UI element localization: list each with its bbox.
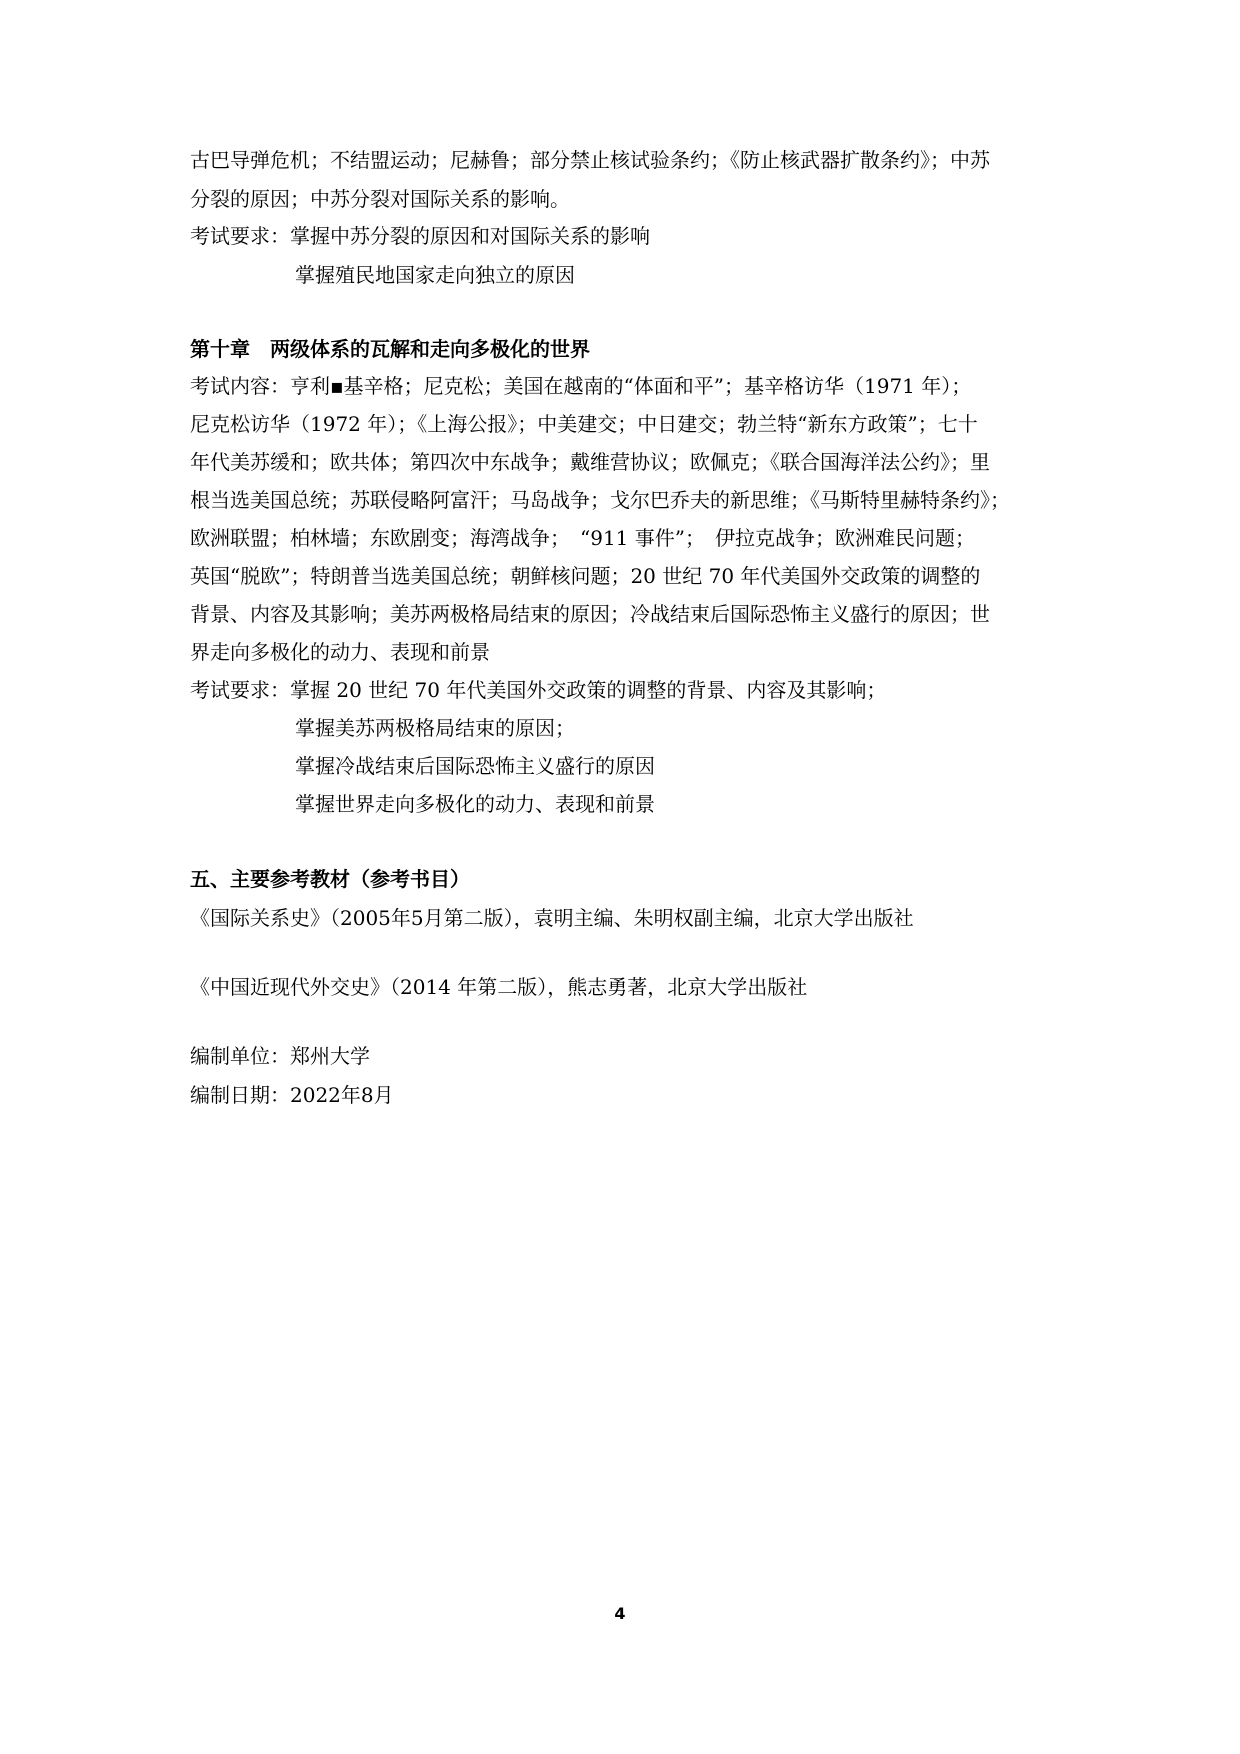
exam-requirement-line: 考试要求：掌握 20 世纪 70 年代美国外交政策的调整的背景、内容及其影响； (190, 678, 887, 702)
body-text-line: 背景、内容及其影响；美苏两极格局结束的原因；冷战结束后国际恐怖主义盛行的原因；世 (190, 602, 990, 626)
reference-item: 《国际关系史》（2005年5月第二版），袁明主编、朱明权副主编，北京大学出版社 (190, 906, 914, 930)
body-text-line: 年代美苏缓和；欧共体；第四次中东战争；戴维营协议；欧佩克；《联合国海洋法公约》；里 (190, 450, 990, 474)
body-text-line: 考试内容：亨利▪基辛格；尼克松；美国在越南的“体面和平”；基辛格访华（1971 年）； (190, 374, 972, 398)
body-text-line: 英国“脱欧”；特朗普当选美国总统；朝鲜核问题；20 世纪 70 年代美国外交政策的调整的 (190, 564, 981, 588)
references-heading: 五、主要参考教材（参考书目） (190, 867, 470, 891)
body-text-line: 分裂的原因；中苏分裂对国际关系的影响。 (190, 187, 570, 211)
exam-requirement-line: 掌握殖民地国家走向独立的原因 (295, 263, 575, 287)
exam-requirement-line: 掌握冷战结束后国际恐怖主义盛行的原因 (295, 754, 655, 778)
compiling-date: 编制日期：2022年8月 (190, 1083, 394, 1107)
body-text-line: 界走向多极化的动力、表现和前景 (190, 640, 490, 664)
body-text-line: 根当选美国总统；苏联侵略阿富汗；马岛战争；戈尔巴乔夫的新思维；《马斯特里赫特条约》； (190, 488, 1010, 512)
exam-requirement-line: 考试要求：掌握中苏分裂的原因和对国际关系的影响 (190, 224, 650, 248)
reference-item: 《中国近现代外交史》（2014 年第二版），熊志勇著，北京大学出版社 (190, 975, 808, 999)
chapter-heading: 第十章 两级体系的瓦解和走向多极化的世界 (190, 337, 590, 361)
compiling-unit: 编制单位：郑州大学 (190, 1044, 370, 1068)
body-text-line: 古巴导弹危机；不结盟运动；尼赫鲁；部分禁止核试验条约；《防止核武器扩散条约》；中苏 (190, 148, 990, 172)
body-text-line: 尼克松访华（1972 年）；《上海公报》；中美建交；中日建交；勃兰特“新东方政策”；七十 (190, 412, 978, 436)
body-text-line: 欧洲联盟；柏林墙；东欧剧变；海湾战争； “911 事件”； 伊拉克战争；欧洲难民问题； (190, 526, 975, 550)
exam-requirement-line: 掌握世界走向多极化的动力、表现和前景 (295, 792, 655, 816)
page-number: 4 (614, 1604, 626, 1623)
exam-requirement-line: 掌握美苏两极格局结束的原因； (295, 716, 575, 740)
